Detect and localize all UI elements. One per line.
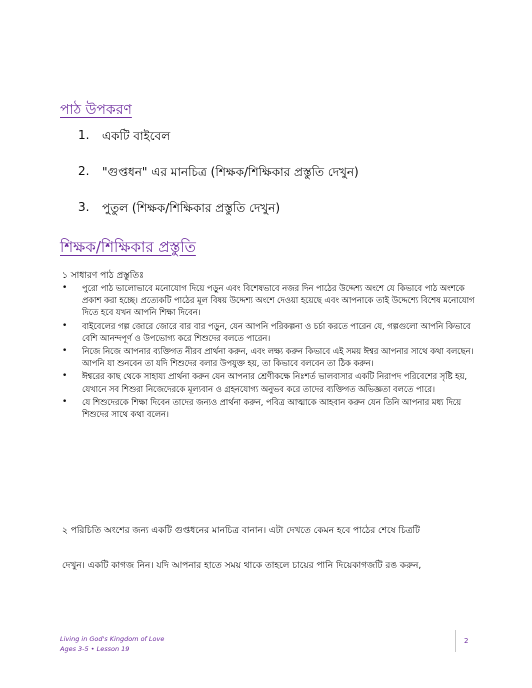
list-item <box>78 128 498 148</box>
bullet-text: ঈশ্বরের কাছ থেকে সাহায্য প্রার্থনা করুন যেন আপনার শ্রেণীকক্ষে নিঃশর্ত ভালবাসার একটি নিরাপদ পরিবেশের সৃষ্টি হয়, যেখানে সব শিশুরা নিজেদেরকে মূল্যবান ও গ্রহনযোগ্য অনুভব করে তাদের ব্যক্তিগত অভিজ্ঞতা বলতে পারে। <box>82 371 468 394</box>
bullet-text: পুরো পাঠ ভালোভাবে মনোযোগ দিয়ে পড়ুন এবং বিশেষভাবে নজর দিন পাঠের উদ্দেশ্য অংশে যে কিভাবে পাঠ অংশকে প্রকাশ করা হচ্ছে। প্রত্যেকটি পাঠের মূল বিষয় উদ্দেশ্য অংশে দেওয়া হয়েছে এবং আপনাকে তাই উদ্দেশ্যে বিশেষ মনোযোগ দিতে হবে যখন আপনি শিক্ষা দিবেন। <box>82 283 475 318</box>
footer-divider <box>455 630 456 652</box>
paragraph-map-intro: ২ পরিচিতি অংশের জন্য একটি গুপ্তধনের মানচিত্র বানান। এটা দেখতে কেমন হবে পাঠের শেষে চিত্রটি <box>62 526 420 536</box>
page-number: 2 <box>464 637 469 645</box>
list-item <box>78 200 498 220</box>
bullet-dot-icon: • <box>62 346 68 357</box>
bullet-text: যে শিশুদেরকে শিক্ষা দিবেন তাদের জন্যও প্রার্থনা করুন, পবিত্র আত্মাকে আহবান করুন যেন তিনি আপনার মধ্য দিয়ে শিশুদের সাথে কথা বলেন। <box>82 396 462 420</box>
list-number: 3. <box>78 200 90 214</box>
bullet-dot-icon: • <box>62 371 68 382</box>
bullet-dot-icon: • <box>62 320 68 331</box>
bullet-text: বাইবেলের গল্প জোরে জোরে বার বার পড়ুন, যেন আপনি পরিকল্পনা ও চর্চা করতে পারেন যে, গল্পগুলো আপনি কিভাবে বেশি আনন্দপূর্ণ ও উপভোগ্য করে শিশুদের বলতে পারেন। <box>82 320 471 343</box>
bullet-text: নিজে নিজে আপনার ব্যক্তিগত নীরব প্রার্থনা করুন, এবং লক্ষ্য করুন কিভাবে এই সময় ঈশ্বর আপনার সাথে কথা বলছেন। আপনি যা শুনবেন তা যদি শিশুদের বলার উপযুক্ত হয়, তা কিভাবে বলবেন তা ঠিক করুন। <box>82 346 474 369</box>
prep-bullet-list <box>62 282 482 421</box>
paragraph-map-paper: দেখুন। একটি কাগজ নিন। যদি আপনার হাতে সময় থাকে তাহলে চায়ের পানি দিয়েকাগজটি রঙ করুন, <box>62 561 422 571</box>
bullet-dot-icon: • <box>62 283 68 293</box>
list-item <box>78 164 498 184</box>
footer-title: Living in God's Kingdom of Love <box>60 635 165 643</box>
footer-lesson: Ages 3-5 • Lesson 19 <box>60 645 130 653</box>
bullet-dot-icon: • <box>62 396 68 407</box>
footer-course-info <box>60 634 164 654</box>
bullet-item <box>62 370 482 394</box>
subheading-general-prep: ১ সাধারণ পাঠ প্রস্তুতিঃ <box>62 271 144 281</box>
list-number: 2. <box>78 164 90 178</box>
bullet-item <box>62 396 482 420</box>
materials-list <box>78 128 498 236</box>
list-text: "গুপ্তধন" এর মানচিত্র (শিক্ষক/শিক্ষিকার প্রস্তুতি দেখুন) <box>102 165 359 179</box>
bullet-item <box>62 320 482 344</box>
list-text: একটি বাইবেল <box>102 129 171 143</box>
bullet-item <box>62 282 482 319</box>
list-number: 1. <box>78 128 90 142</box>
section-heading-teacher-prep: শিক্ষক/শিক্ষিকার প্রস্তুতি <box>60 238 196 256</box>
list-text: পুতুল (শিক্ষক/শিক্ষিকার প্রস্তুতি দেখুন) <box>102 201 280 215</box>
section-heading-materials: পাঠ উপকরণ <box>60 102 132 118</box>
bullet-item <box>62 345 482 369</box>
